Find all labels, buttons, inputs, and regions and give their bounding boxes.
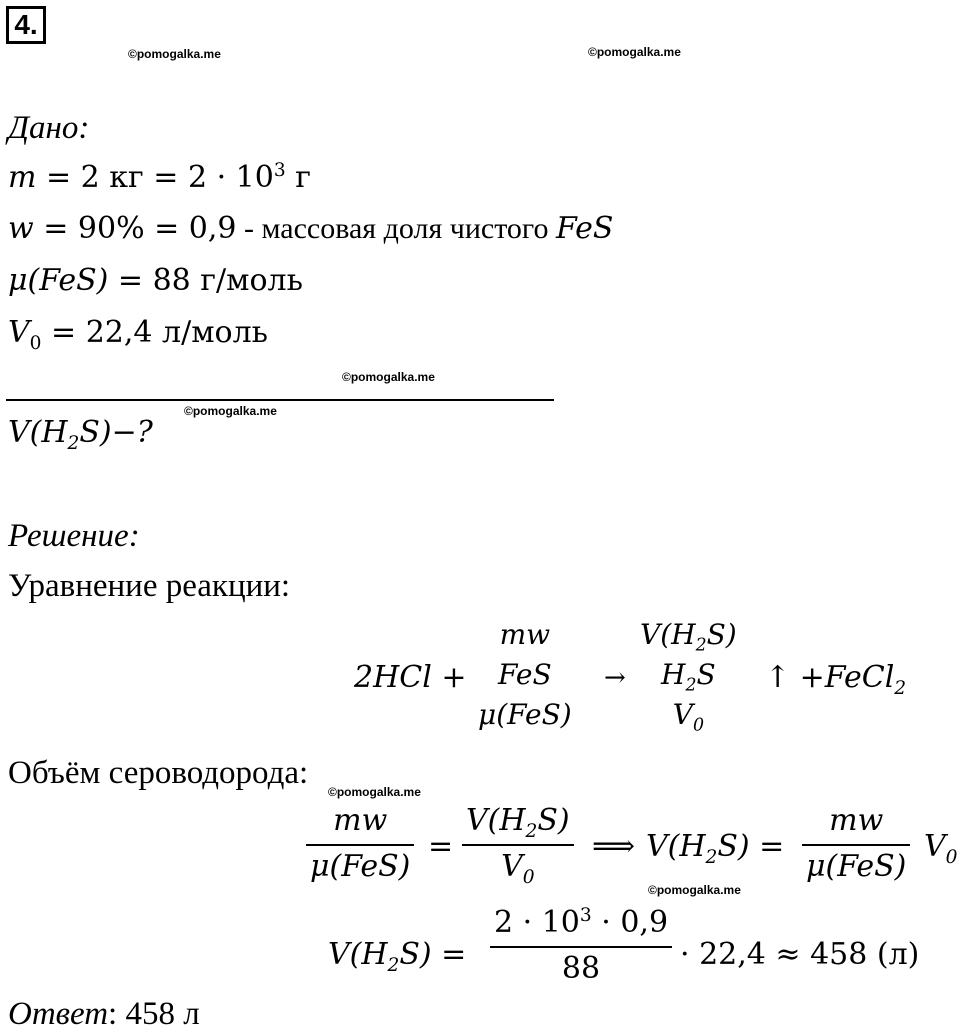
- answer-label: Ответ: [8, 996, 109, 1032]
- eq1-tail: $V_0$: [924, 829, 958, 868]
- eq1-implies: ⟹: [592, 829, 636, 864]
- eq1-fraction-left: mw μ(FeS): [306, 806, 414, 882]
- eq1-fraction-right: mw μ(FeS): [802, 806, 910, 882]
- watermark: ©pomogalka.me: [588, 45, 681, 59]
- problem-number: 4.: [6, 6, 46, 44]
- given-mass-fraction: w = 90% = 0,9 - массовая доля чистого FeS: [8, 211, 614, 246]
- watermark: ©pomogalka.me: [342, 370, 435, 384]
- eq1-lhs: $V(H_2S)$ =: [646, 829, 785, 868]
- reaction-arrow: →: [604, 663, 626, 693]
- solution-heading: Решение:: [8, 518, 140, 554]
- given-heading: Дано:: [8, 110, 90, 146]
- given-molar-mass: μ(FeS) = 88 г/моль: [8, 263, 303, 298]
- reaction-product-fecl2: ↑ +FeCl$_2$: [765, 660, 907, 699]
- given-divider: [6, 399, 554, 401]
- watermark: ©pomogalka.me: [184, 404, 277, 418]
- volume-label: Объём сероводорода:: [8, 755, 309, 791]
- eq2-result: · 22,4 ≈ 458 (л): [680, 937, 920, 972]
- given-mass: m = 2 кг = $2 \cdot 10^3$ г: [8, 160, 311, 195]
- reaction-h2s-column: $V(H_2S)$ $H_2S$ $V_0$: [640, 618, 737, 736]
- reaction-fes-column: mw FeS μ(FeS): [478, 618, 572, 731]
- eq2-lhs: $V(H_2S)$ =: [328, 937, 467, 976]
- watermark: ©pomogalka.me: [648, 883, 741, 897]
- eq2-fraction: $2 \cdot 10^3 \cdot 0,9$ 88: [490, 908, 672, 984]
- eq1-equals: =: [428, 829, 454, 864]
- answer: [8, 998, 200, 1031]
- reaction-reactant-hcl: 2HCl +: [354, 660, 467, 695]
- reaction-label: Уравнение реакции:: [8, 568, 291, 604]
- given-molar-volume: $V_0 = 22,4$ л/моль: [8, 315, 269, 354]
- answer-value: : 458 л: [108, 996, 200, 1032]
- eq1-fraction-middle: $V(H_2S)$ $V_0$: [462, 806, 574, 882]
- find-value: $V(H_2S)-$?: [8, 415, 153, 454]
- watermark: ©pomogalka.me: [128, 47, 221, 61]
- watermark: ©pomogalka.me: [328, 785, 421, 799]
